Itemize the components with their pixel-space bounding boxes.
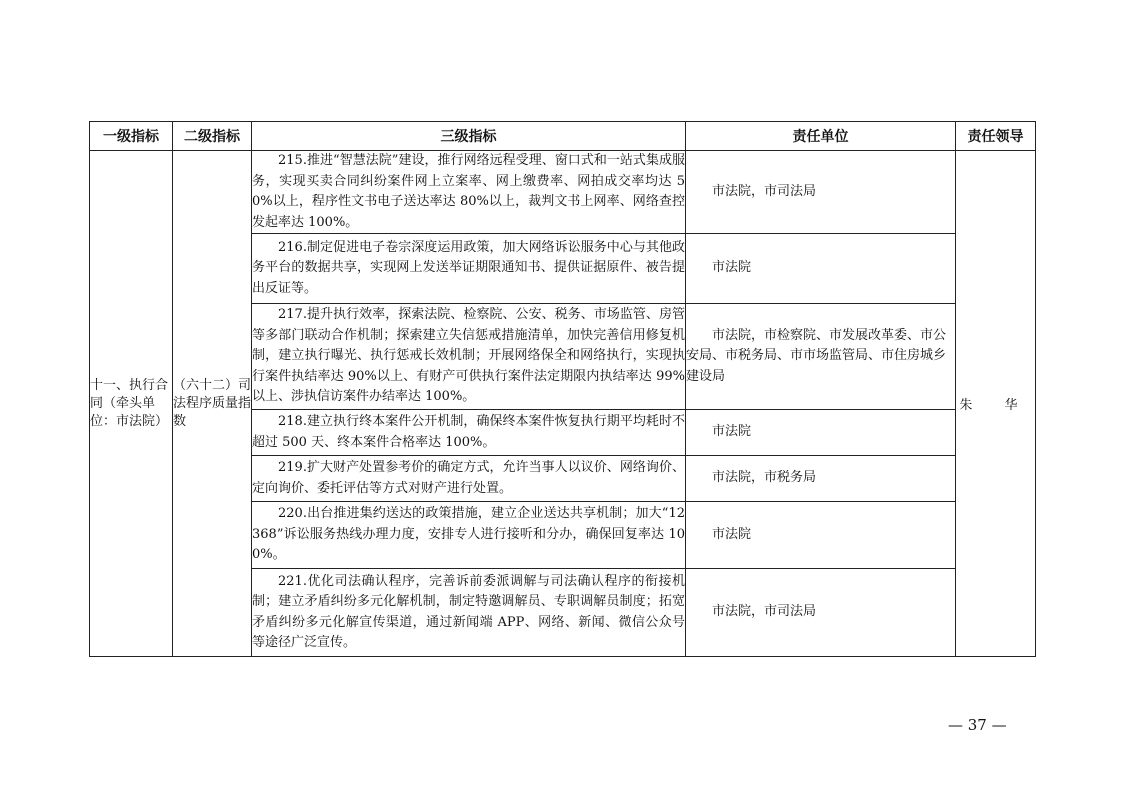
level3-indicator-cell: 215.推进“智慧法院”建设，推行网络远程受理、窗口式和一站式集成服务，实现买卖合同纠纷案件网上立案率、网上缴费率、网拍成交率均达 50%以上，程序性文书电子送达率达 80%以上，裁判文书上网率、网络查控发起率达 100%。 <box>252 151 686 234</box>
level3-indicator-cell: 220.出台推进集约送达的政策措施，建立企业送达共享机制；加大“12368”诉讼服务热线办理力度，安排专人进行接听和分办，确保回复率达 100%。 <box>252 502 686 569</box>
header-level2: 二级指标 <box>173 122 252 151</box>
page-number: — 37 — <box>948 716 1007 734</box>
responsible-leader-cell: 朱 华 <box>956 151 1036 657</box>
level3-indicator-cell: 216.制定促进电子卷宗深度运用政策，加大网络诉讼服务中心与其他政务平台的数据共享，实现网上发送举证期限通知书、提供证据原件、被告提出反证等。 <box>252 234 686 304</box>
responsible-unit-cell: 市法院 <box>686 410 956 456</box>
level2-indicator-cell: （六十二）司法程序质量指数 <box>173 151 252 657</box>
level3-indicator-cell: 221.优化司法确认程序，完善诉前委派调解与司法确认程序的衔接机制；建立矛盾纠纷多元化解机制，制定特邀调解员、专职调解员制度；拓宽矛盾纠纷多元化解宣传渠道，通过新闻端 APP、网络、新闻、微信公众号等途径广泛宣传。 <box>252 569 686 657</box>
responsible-unit-cell: 市法院，市检察院、市发展改革委、市公安局、市税务局、市市场监管局、市住房城乡建设局 <box>686 304 956 410</box>
responsible-unit-cell: 市法院，市司法局 <box>686 151 956 234</box>
responsible-unit-cell: 市法院，市司法局 <box>686 569 956 657</box>
responsible-unit-cell: 市法院 <box>686 234 956 304</box>
level3-indicator-cell: 218.建立执行终本案件公开机制，确保终本案件恢复执行期平均耗时不超过 500 天、终本案件合格率达 100%。 <box>252 410 686 456</box>
header-level3: 三级指标 <box>252 122 686 151</box>
level1-indicator-cell: 十一、执行合同（牵头单位：市法院） <box>90 151 173 657</box>
responsible-unit-cell: 市法院 <box>686 502 956 569</box>
table-row <box>90 151 1036 234</box>
header-row <box>90 122 1036 151</box>
header-level1: 一级指标 <box>90 122 173 151</box>
indicator-table <box>89 121 1036 657</box>
level3-indicator-cell: 219.扩大财产处置参考价的确定方式，允许当事人以议价、网络询价、定向询价、委托评估等方式对财产进行处置。 <box>252 456 686 502</box>
responsible-unit-cell: 市法院，市税务局 <box>686 456 956 502</box>
level3-indicator-cell: 217.提升执行效率，探索法院、检察院、公安、税务、市场监管、房管等多部门联动合作机制；探索建立失信惩戒措施清单，加快完善信用修复机制，建立执行曝光、执行惩戒长效机制；开展网络保全和网络执行，实现执行案件执结率达 90%以上、有财产可供执行案件法定期限内执结率达 99%以上、涉执信访案件办结率达 100%。 <box>252 304 686 410</box>
header-responsible-unit: 责任单位 <box>686 122 956 151</box>
header-responsible-leader: 责任领导 <box>956 122 1036 151</box>
